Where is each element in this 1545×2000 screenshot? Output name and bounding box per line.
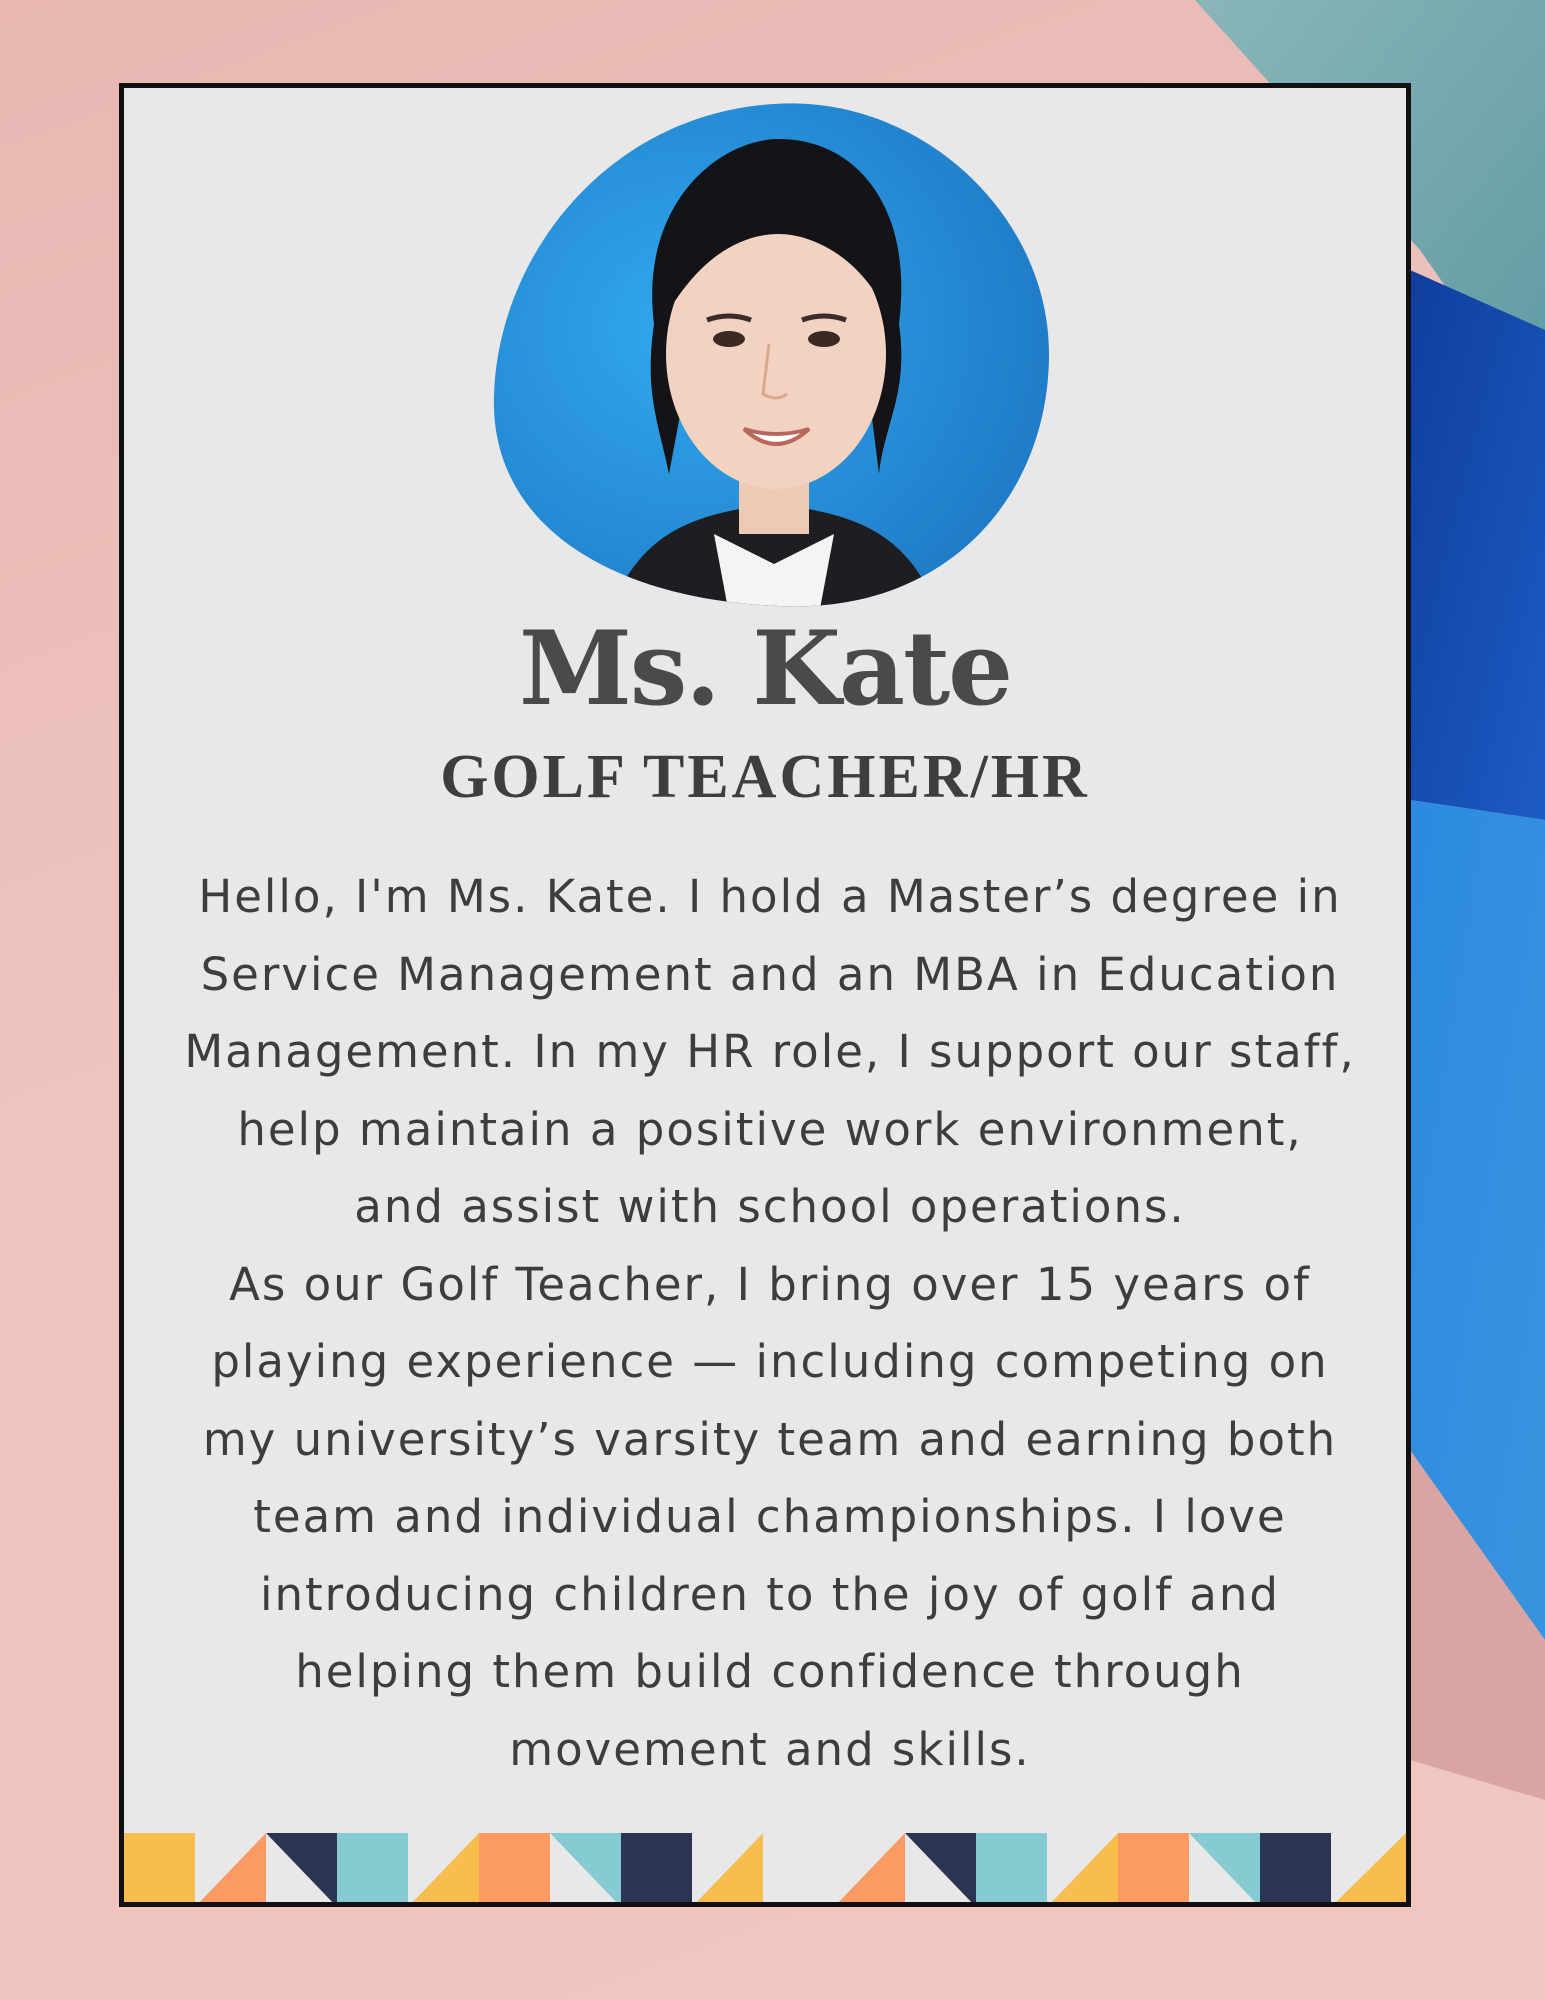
profile-card xyxy=(119,83,1411,1907)
bio-line: movement and skills. xyxy=(509,1722,1031,1776)
bio-line: playing experience — including competing on xyxy=(211,1335,1329,1388)
bio-line: As our Golf Teacher, I bring over 15 years of xyxy=(229,1257,1311,1311)
bio-line: Service Management and an MBA in Education xyxy=(200,947,1340,1001)
bio-line: help maintain a positive work environment, xyxy=(237,1102,1303,1156)
bio-line: Management. In my HR role, I support our staff, xyxy=(184,1025,1356,1078)
bg-navy-panel xyxy=(1410,270,1545,820)
bio-line: introducing children to the joy of golf and xyxy=(260,1567,1280,1621)
bio-line: team and individual championships. I love xyxy=(253,1490,1287,1543)
portrait-photo xyxy=(489,94,1059,614)
bio-text xyxy=(144,858,1396,1788)
person-name: Ms. Kate xyxy=(518,609,1012,729)
bio-line: my university’s varsity team and earning both xyxy=(202,1412,1338,1466)
bio-line: Hello, I'm Ms. Kate. I hold a Master’s degree in xyxy=(198,870,1342,923)
geometric-border-strip xyxy=(124,1833,1406,1907)
job-title: GOLF TEACHER/HR xyxy=(440,743,1090,811)
bio-line: and assist with school operations. xyxy=(354,1180,1186,1233)
bio-line: helping them build confidence through xyxy=(295,1645,1245,1698)
